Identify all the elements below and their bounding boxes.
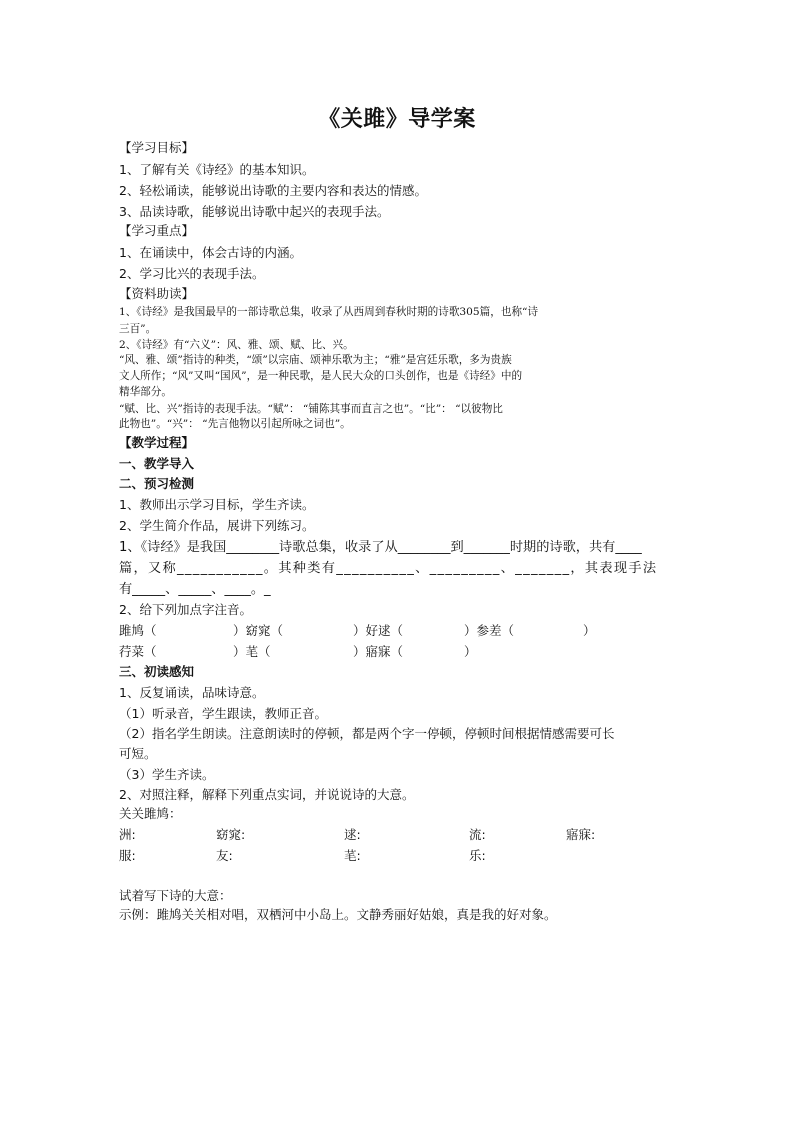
keypoint-item: 1、在诵读中，体会古诗的内涵。 <box>119 245 302 260</box>
reference-line: 2、《诗经》有“六义”：风、雅、颂、赋、比、兴。 <box>119 339 354 351</box>
word-cell: 流: <box>469 827 486 842</box>
fill-blank-line: 篇，又称___________。其种类有__________、_________、_______，其表现手法 <box>119 561 658 576</box>
reference-line: 文人所作；“风”又叫“国风”，是一种民歌，是人民大众的口头创作，也是《诗经》中的 <box>119 370 523 382</box>
example-text: 示例：雎鸠关关相对唱，双栖河中小岛上。文静秀丽好姑娘，真是我的好对象。 <box>119 907 557 922</box>
phonetic-heading: 2、给下列加点字注音。 <box>119 602 252 617</box>
section-heading: 一、教学导入 <box>119 456 195 471</box>
phonetic-cell: 雎鸠（ <box>119 623 157 638</box>
step-item: 2、对照注释，解释下列重点实词，并说说诗的大意。 <box>119 787 415 802</box>
phonetic-cell: ） <box>464 644 477 659</box>
word-cell: 寤寐: <box>566 827 596 842</box>
phonetic-cell: ） <box>583 623 596 638</box>
reference-line: 此物也”。“兴”： “先言他物以引起所咏之词也”。 <box>119 418 351 430</box>
reference-line: 三百”。 <box>119 323 157 335</box>
phonetic-cell: ）窈窕（ <box>233 623 284 638</box>
fill-blank-line: 有_____、_____、____。_ <box>119 582 271 597</box>
step-item: 2、学生简介作品，展讲下列练习。 <box>119 518 315 533</box>
step-item: （3）学生齐读。 <box>119 767 215 782</box>
reference-line: 1、《诗经》是我国最早的一部诗歌总集，收录了从西周到春秋时期的诗歌305篇，也称“诗 <box>119 306 539 318</box>
phonetic-cell: 荇菜（ <box>119 644 157 659</box>
phonetic-cell: ）寤寐（ <box>353 644 404 659</box>
goals-heading: 【学习目标】 <box>119 140 195 155</box>
reference-line: 精华部分。 <box>119 386 172 398</box>
reference-line: “赋、比、兴”指诗的表现手法。“赋”： “铺陈其事而直言之也”。“比”： “以彼物比 <box>119 403 503 415</box>
step-item: 1、教师出示学习目标，学生齐读。 <box>119 497 315 512</box>
step-item: 可短。 <box>119 746 157 761</box>
keypoint-item: 2、学习比兴的表现手法。 <box>119 266 265 281</box>
word-cell: 芼: <box>344 848 361 863</box>
section-heading: 三、初读感知 <box>119 664 195 679</box>
word-cell: 窈窕: <box>216 827 246 842</box>
phonetic-cell: ）芼（ <box>233 644 271 659</box>
meaning-label: 试着写下诗的大意： <box>119 888 232 903</box>
step-item: （1）听录音，学生跟读，教师正音。 <box>119 706 327 721</box>
reference-heading: 【资料助读】 <box>119 286 195 301</box>
goal-item: 2、轻松诵读，能够说出诗歌的主要内容和表达的情感。 <box>119 183 427 198</box>
reference-line: “风、雅、颂”指诗的种类，“颂”以宗庙、颂神乐歌为主；“雅”是宫廷乐歌，多为贵族 <box>119 354 512 366</box>
word-cell: 服: <box>119 848 136 863</box>
process-heading: 【教学过程】 <box>119 435 195 450</box>
section-heading: 二、预习检测 <box>119 476 195 491</box>
phonetic-cell: ）参差（ <box>464 623 515 638</box>
phonetic-cell: ）好逑（ <box>353 623 404 638</box>
goal-item: 1、了解有关《诗经》的基本知识。 <box>119 162 315 177</box>
step-item: 1、反复诵读，品味诗意。 <box>119 685 265 700</box>
word-cell: 洲: <box>119 827 136 842</box>
page-title: 《关雎》导学案 <box>318 107 476 132</box>
step-item: （2）指名学生朗读。注意朗读时的停顿，都是两个字一停顿，停顿时间根据情感需要可长 <box>119 726 615 741</box>
word-cell: 逑: <box>344 827 361 842</box>
goal-item: 3、品读诗歌，能够说出诗歌中起兴的表现手法。 <box>119 204 390 219</box>
step-item: 关关雎鸠： <box>119 806 182 821</box>
keypoints-heading: 【学习重点】 <box>119 223 195 238</box>
fill-blank-line: 1、《诗经》是我国________诗歌总集，收录了从________到_______时期的诗歌，共有____ <box>119 540 642 555</box>
word-cell: 乐: <box>469 848 486 863</box>
word-cell: 友: <box>216 848 233 863</box>
